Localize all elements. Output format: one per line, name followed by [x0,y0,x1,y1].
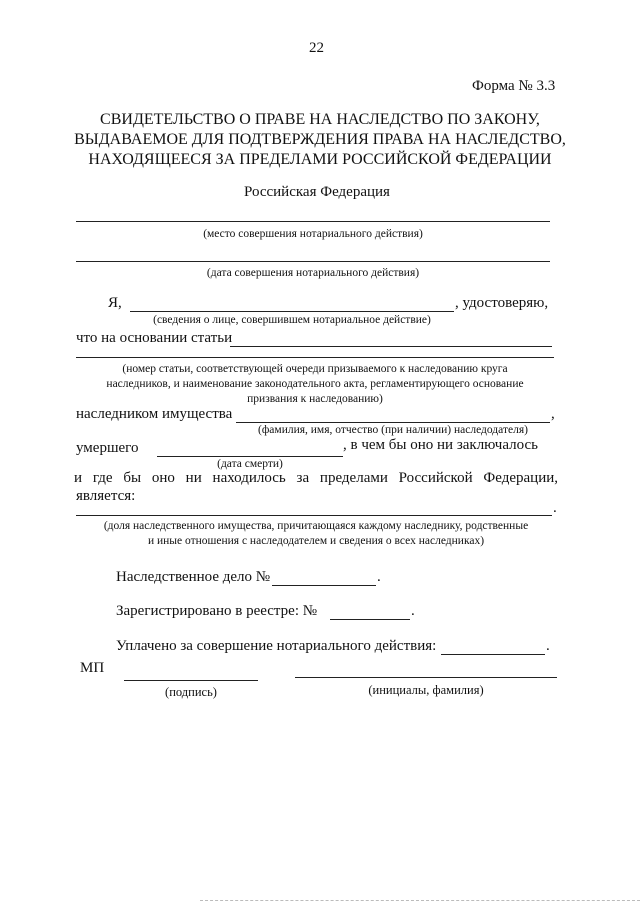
registry-label: Зарегистрировано в реестре: № [116,603,318,619]
basis-field-line-2 [76,357,554,358]
paid-label: Уплачено за совершение нотариального действия: [116,638,437,654]
death-date-caption: (дата смерти) [217,458,283,470]
paid-dot: . [546,638,550,654]
notary-caption: (сведения о лице, совершившем нотариальное действие) [153,314,431,326]
share-caption-line-2: и иные отношения с наследодателем и сведения о всех наследниках) [147,535,485,547]
signature-caption: (подпись) [165,685,217,699]
title-line-1: СВИДЕТЕЛЬСТВО О ПРАВЕ НА НАСЛЕДСТВО ПО ЗАКОНУ, [100,111,540,128]
is-text: является: [76,488,136,504]
page-number: 22 [309,40,324,56]
case-dot: . [377,569,381,585]
share-caption [76,519,556,549]
certify-text: , удостоверяю, [455,295,549,311]
heir-prefix-text: наследником имущества [76,406,233,422]
basis-text: что на основании статьи [76,330,233,346]
scan-edge-rule [200,900,640,901]
place-field-line [76,221,550,222]
article-caption-line-3: призвания к наследованию) [247,393,383,405]
share-period: . [553,500,557,516]
title-line-2: ВЫДАВАЕМОЕ ДЛЯ ПОДТВЕРЖДЕНИЯ ПРАВА НА НАСЛЕДСТВО, [74,131,566,148]
wherever-text: и где бы оно ни находилось за пределами Российской Федерации, [74,470,558,486]
ya-text: Я, [108,295,122,311]
case-label: Наследственное дело № [116,569,271,585]
share-field-line [76,515,552,516]
signature-line [124,680,258,681]
heir-comma: , [551,406,555,422]
seal-mark: МП [80,660,105,676]
paid-amount-line [441,654,545,655]
date-caption: (дата совершения нотариального действия) [206,267,420,279]
registry-number-line [330,619,410,620]
notary-field-line [130,311,454,312]
initials-caption: (инициалы, фамилия) [368,683,484,697]
share-caption-line-1: (доля наследственного имущества, причитающаяся каждому наследнику, родственные [103,520,529,532]
date-field-line [76,261,550,262]
case-number-line [272,585,376,586]
deceased-text: умершего [76,440,139,456]
registry-dot: . [411,603,415,619]
title-line-3: НАХОДЯЩЕЕСЯ ЗА ПРЕДЕЛАМИ РОССИЙСКОЙ ФЕДЕРАЦИИ [88,151,552,168]
heir-caption: (фамилия, имя, отчество (при наличии) наследодателя) [258,424,528,436]
article-caption-line-2: наследников, и наименование законодательного акта, регламентирующего основание [106,378,524,390]
article-caption-line-1: (номер статьи, соответствующей очереди призываемого к наследованию круга [122,363,508,375]
initials-line [295,677,557,678]
country-name: Российская Федерация [244,184,390,200]
form-number: Форма № 3.3 [472,78,556,94]
document-title [40,110,600,170]
article-caption [76,362,554,407]
basis-field-line [230,346,552,347]
place-caption: (место совершения нотариального действия) [203,228,423,240]
whatever-text: , в чем бы оно ни заключалось [343,437,538,453]
